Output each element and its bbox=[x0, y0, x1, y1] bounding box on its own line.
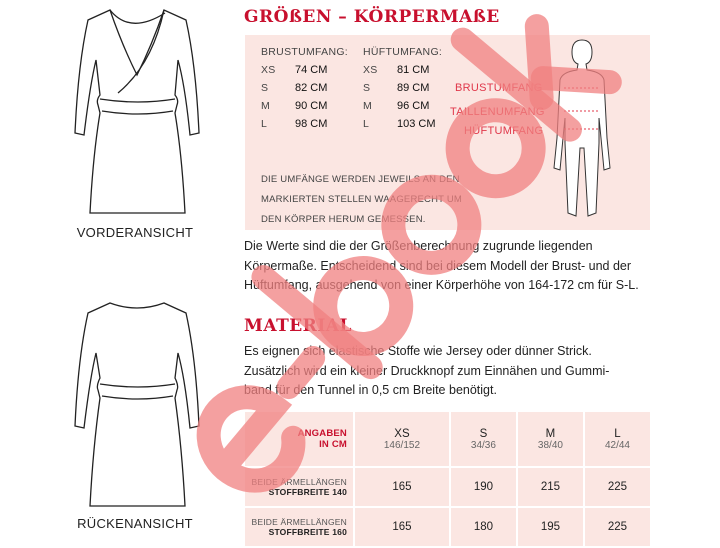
bust-value: 98 CM bbox=[295, 118, 328, 130]
size: S bbox=[363, 82, 371, 94]
material-heading: MATERIAL bbox=[244, 316, 352, 336]
table-header-row bbox=[245, 412, 650, 466]
size-column: XS 146/152 bbox=[355, 412, 449, 466]
note-line: MARKIERTEN STELLEN WAAGERECHT UM bbox=[261, 194, 463, 205]
paragraph-line: Die Werte sind die der Größenberechnung zugrunde liegenden bbox=[244, 239, 593, 253]
cell: 165 bbox=[355, 468, 449, 506]
size: S bbox=[261, 82, 269, 94]
size: XS bbox=[363, 64, 378, 76]
dress-front-drawing bbox=[60, 5, 210, 220]
sizes-heading: GRÖßEN – KÖRPERMAßE bbox=[244, 7, 500, 27]
fabric-table bbox=[243, 410, 652, 548]
back-view-label: RÜCKENANSICHT bbox=[77, 516, 193, 531]
waist-label: TAILLENUMFANG bbox=[450, 106, 545, 118]
bust-label: BRUSTUMFANG bbox=[455, 82, 543, 94]
bust-value: 82 CM bbox=[295, 82, 328, 94]
size-column: L 42/44 bbox=[585, 412, 650, 466]
corner-cell: ANGABEN IN CM bbox=[245, 412, 353, 466]
front-view-label: VORDERANSICHT bbox=[76, 225, 194, 240]
hip-value: 103 CM bbox=[397, 118, 436, 130]
measure-row bbox=[261, 82, 441, 100]
body-figure bbox=[552, 38, 612, 223]
size: M bbox=[363, 100, 373, 112]
cell: 180 bbox=[451, 508, 516, 546]
measure-row bbox=[261, 118, 441, 136]
cell: 225 bbox=[585, 508, 650, 546]
note-line: DIE UMFÄNGE WERDEN JEWEILS AN DEN bbox=[261, 174, 460, 185]
size: XS bbox=[261, 64, 276, 76]
material-paragraph bbox=[244, 342, 609, 401]
cell: 195 bbox=[518, 508, 583, 546]
hip-value: 89 CM bbox=[397, 82, 430, 94]
dress-back-drawing bbox=[60, 298, 210, 513]
measurement-note bbox=[261, 170, 462, 230]
measure-rows bbox=[261, 64, 441, 136]
table-row bbox=[245, 508, 650, 546]
paragraph-line: Zusätzlich wird ein kleiner Druckknopf zum Einnähen und Gummi- bbox=[244, 363, 610, 378]
sizes-paragraph bbox=[244, 237, 639, 296]
hip-value: 96 CM bbox=[397, 100, 430, 112]
note-line: DEN KÖRPER HERUM GEMESSEN. bbox=[261, 214, 426, 225]
measure-row bbox=[261, 100, 441, 118]
paragraph-line: band für den Tunnel in 0,5 cm Breite benötigt. bbox=[244, 383, 497, 397]
cell: 165 bbox=[355, 508, 449, 546]
table-row bbox=[245, 468, 650, 506]
row-label: BEIDE ÄRMELLÄNGEN STOFFBREITE 160 bbox=[245, 508, 353, 546]
paragraph-line: Hüftumfang, ausgehend von einer Körperhöhe von 164-172 cm für S-L. bbox=[244, 278, 639, 292]
paragraph-line: Es eignen sich elastische Stoffe wie Jersey oder dünner Strick. bbox=[244, 344, 592, 358]
row-label: BEIDE ÄRMELLÄNGEN STOFFBREITE 140 bbox=[245, 468, 353, 506]
size-column: M 38/40 bbox=[518, 412, 583, 466]
hip-label: HÜFTUMFANG bbox=[464, 125, 544, 137]
size: L bbox=[261, 118, 268, 130]
bust-header: BRUSTUMFANG: bbox=[261, 46, 349, 58]
cell: 190 bbox=[451, 468, 516, 506]
size-column: S 34/36 bbox=[451, 412, 516, 466]
cell: 215 bbox=[518, 468, 583, 506]
hip-value: 81 CM bbox=[397, 64, 430, 76]
size: M bbox=[261, 100, 271, 112]
cell: 225 bbox=[585, 468, 650, 506]
bust-value: 90 CM bbox=[295, 100, 328, 112]
hip-header: HÜFTUMFANG: bbox=[363, 46, 443, 58]
measure-row bbox=[261, 64, 441, 82]
paragraph-line: Körpermaße. Entscheidend sind bei diesem Modell der Brust- und der bbox=[244, 258, 632, 273]
size: L bbox=[363, 118, 370, 130]
bust-value: 74 CM bbox=[295, 64, 328, 76]
